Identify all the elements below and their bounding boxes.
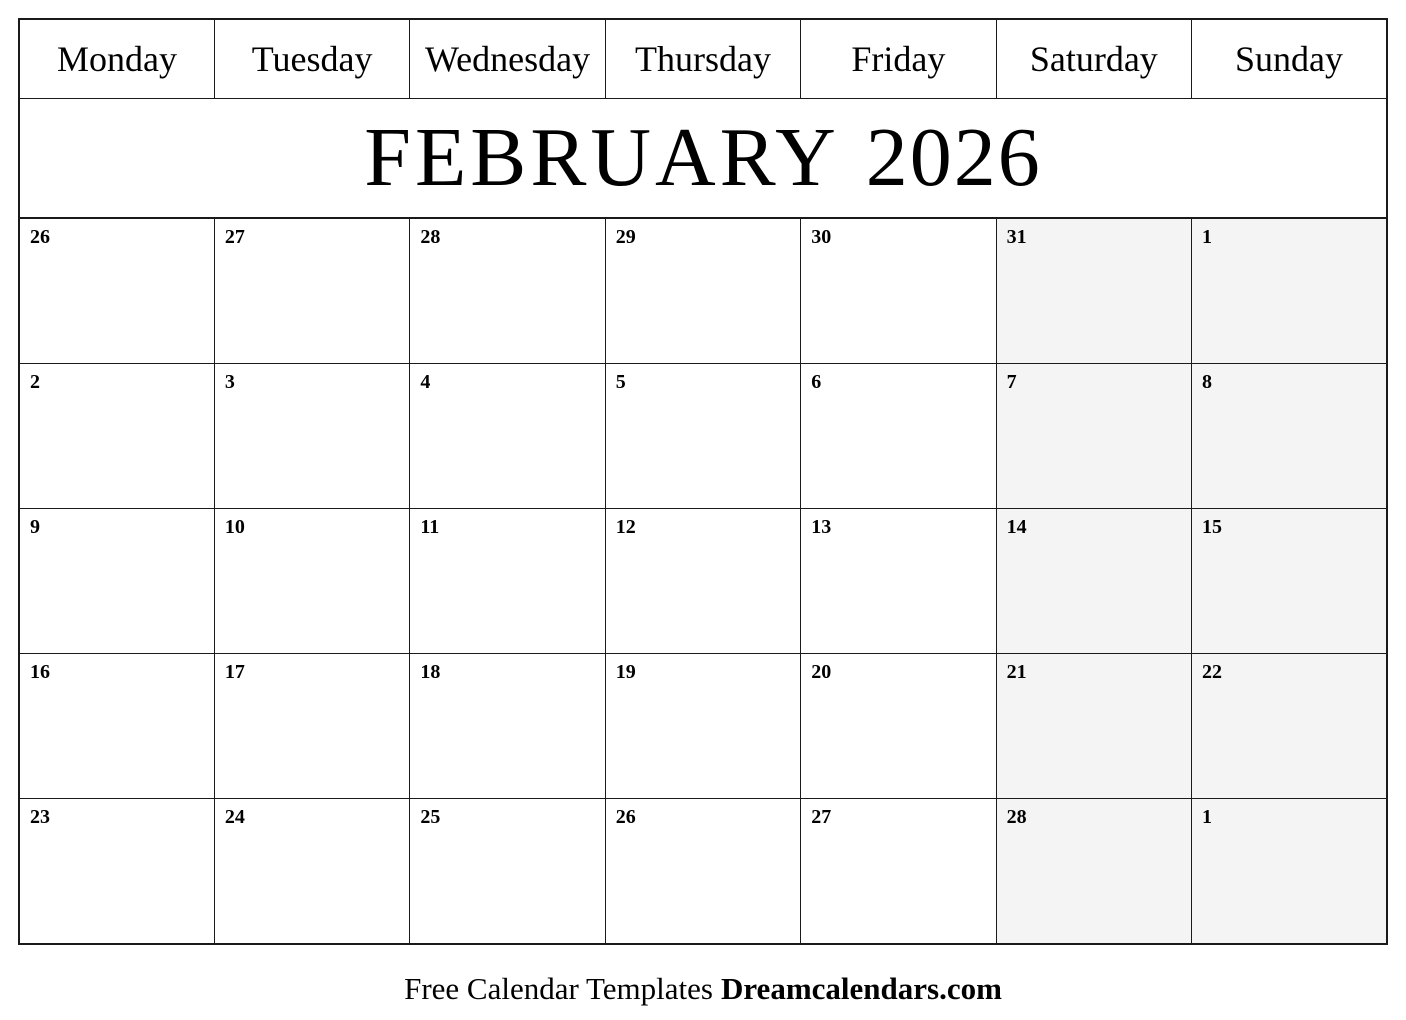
day-number: 7 xyxy=(1006,371,1017,393)
weekday-header-tuesday: Tuesday xyxy=(214,19,409,99)
day-number: 21 xyxy=(1006,661,1027,683)
weekday-header-friday: Friday xyxy=(801,19,996,99)
day-number: 3 xyxy=(224,371,235,393)
title-month: FEBRUARY xyxy=(364,111,840,204)
day-number: 24 xyxy=(224,806,245,828)
day-cell[interactable] xyxy=(19,364,214,509)
weekday-header-sunday: Sunday xyxy=(1192,19,1387,99)
day-number: 18 xyxy=(420,661,441,683)
day-number: 10 xyxy=(224,516,245,538)
calendar-week-row xyxy=(19,364,1387,509)
weekday-header xyxy=(19,19,1387,99)
day-number: 17 xyxy=(224,661,245,683)
day-number: 13 xyxy=(811,516,832,538)
day-cell[interactable] xyxy=(410,654,605,799)
day-number: 23 xyxy=(30,806,50,828)
day-cell[interactable] xyxy=(214,654,409,799)
day-cell[interactable] xyxy=(996,218,1191,364)
day-number: 28 xyxy=(420,226,441,248)
day-cell[interactable] xyxy=(410,799,605,945)
calendar-title-cell xyxy=(19,99,1387,219)
day-cell[interactable] xyxy=(19,218,214,364)
day-number: 11 xyxy=(420,516,440,538)
day-cell[interactable] xyxy=(801,364,996,509)
day-number: 15 xyxy=(1202,516,1223,538)
day-cell[interactable] xyxy=(19,799,214,945)
day-cell[interactable] xyxy=(605,364,800,509)
day-number: 27 xyxy=(811,806,832,828)
day-number: 8 xyxy=(1202,371,1213,393)
day-cell[interactable] xyxy=(996,509,1191,654)
day-number: 27 xyxy=(224,226,245,248)
calendar-week-row xyxy=(19,654,1387,799)
day-cell[interactable] xyxy=(19,654,214,799)
day-number: 4 xyxy=(420,371,431,393)
day-cell[interactable] xyxy=(801,509,996,654)
day-cell[interactable] xyxy=(1192,509,1387,654)
footer-brand-link[interactable]: Dreamcalendars.com xyxy=(720,971,1002,1006)
day-cell[interactable] xyxy=(214,364,409,509)
day-cell[interactable] xyxy=(19,509,214,654)
calendar-week-row xyxy=(19,509,1387,654)
day-cell[interactable] xyxy=(996,654,1191,799)
day-cell[interactable] xyxy=(214,799,409,945)
day-number: 28 xyxy=(1006,806,1027,828)
day-cell[interactable] xyxy=(214,509,409,654)
day-cell[interactable] xyxy=(1192,218,1387,364)
day-cell[interactable] xyxy=(410,364,605,509)
weekday-header-wednesday: Wednesday xyxy=(410,19,605,99)
day-number: 22 xyxy=(1202,661,1223,683)
day-number: 30 xyxy=(811,226,832,248)
day-cell[interactable] xyxy=(605,218,800,364)
calendar-body xyxy=(19,218,1387,944)
day-cell[interactable] xyxy=(214,218,409,364)
day-number: 2 xyxy=(30,371,40,393)
day-cell[interactable] xyxy=(996,364,1191,509)
day-number: 16 xyxy=(30,661,50,683)
day-cell[interactable] xyxy=(1192,364,1387,509)
day-cell[interactable] xyxy=(605,799,800,945)
day-cell[interactable] xyxy=(801,654,996,799)
calendar-title-row xyxy=(19,99,1387,219)
weekday-header-thursday: Thursday xyxy=(605,19,800,99)
day-cell[interactable] xyxy=(605,654,800,799)
day-number: 26 xyxy=(615,806,636,828)
day-number: 1 xyxy=(1202,226,1213,248)
day-cell[interactable] xyxy=(410,218,605,364)
day-number: 14 xyxy=(1006,516,1027,538)
day-number: 25 xyxy=(420,806,441,828)
day-cell[interactable] xyxy=(801,799,996,945)
day-number: 19 xyxy=(615,661,636,683)
day-number: 31 xyxy=(1006,226,1027,248)
page-title xyxy=(20,111,1386,204)
day-number: 20 xyxy=(811,661,832,683)
day-cell[interactable] xyxy=(410,509,605,654)
calendar-week-row xyxy=(19,799,1387,945)
day-number: 6 xyxy=(811,371,822,393)
day-number: 5 xyxy=(615,371,626,393)
day-cell[interactable] xyxy=(1192,654,1387,799)
day-cell[interactable] xyxy=(605,509,800,654)
day-number: 9 xyxy=(30,516,40,538)
day-number: 12 xyxy=(615,516,636,538)
day-number: 26 xyxy=(30,226,50,248)
day-number: 29 xyxy=(615,226,636,248)
weekday-header-saturday: Saturday xyxy=(996,19,1191,99)
day-cell[interactable] xyxy=(996,799,1191,945)
day-cell[interactable] xyxy=(801,218,996,364)
calendar-week-row xyxy=(19,218,1387,364)
calendar-table xyxy=(18,18,1388,945)
day-cell[interactable] xyxy=(1192,799,1387,945)
weekday-header-monday: Monday xyxy=(19,19,214,99)
footer xyxy=(18,945,1388,1007)
day-number: 1 xyxy=(1202,806,1213,828)
title-year: 2026 xyxy=(865,111,1042,204)
footer-free-text: Free Calendar Templates xyxy=(404,971,713,1006)
